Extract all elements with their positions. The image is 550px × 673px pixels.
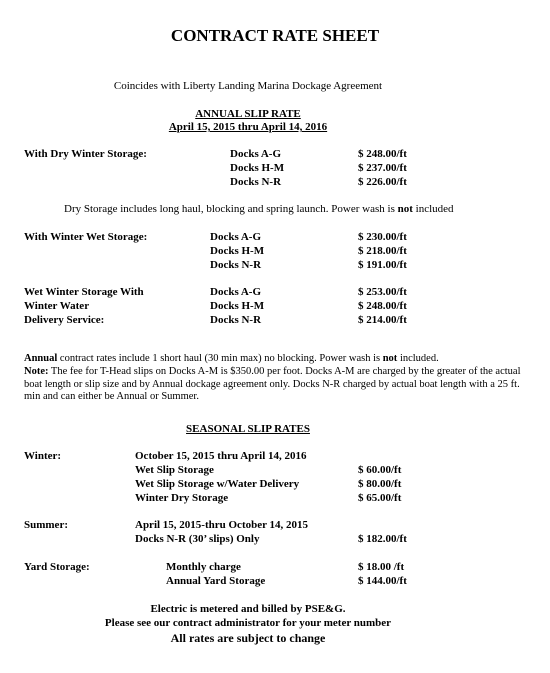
dry-storage-note: Dry Storage includes long haul, blocking and spring launch. Power wash is not included — [64, 203, 454, 215]
summer-period: April 15, 2015-thru October 14, 2015 — [135, 519, 309, 531]
rate-value: $ 248.00/ft — [358, 148, 407, 160]
winter-item: Wet Slip Storage — [135, 464, 214, 476]
subtitle: Coincides with Liberty Landing Marina Dockage Agreement — [113, 80, 383, 92]
winter-item: Wet Slip Storage w/Water Delivery — [135, 478, 300, 490]
docks-label: Docks A-G — [230, 148, 282, 160]
rate-value: $ 253.00/ft — [358, 286, 407, 298]
docks-label: Docks H-M — [210, 245, 265, 257]
docks-label: Docks A-G — [210, 286, 262, 298]
group-label-wet-water: Wet Winter Storage With — [24, 286, 144, 298]
annual-period: April 15, 2015 thru April 14, 2016 — [168, 121, 328, 133]
rate-value: $ 80.00/ft — [358, 478, 402, 490]
rate-value: $ 144.00/ft — [358, 575, 407, 587]
winter-label: Winter: — [24, 450, 62, 462]
docks-label: Docks A-G — [210, 231, 262, 243]
docks-label: Docks N-R — [210, 314, 262, 326]
rate-value: $ 65.00/ft — [358, 492, 402, 504]
rate-value: $ 182.00/ft — [358, 533, 407, 545]
docks-label: Docks H-M — [230, 162, 285, 174]
annual-heading: ANNUAL SLIP RATE — [195, 108, 301, 120]
rate-value: $ 18.00 /ft — [358, 561, 405, 573]
footer-disclaimer: All rates are subject to change — [170, 631, 326, 645]
footer-meter: Please see our contract administrator for your meter number — [104, 617, 392, 629]
group-label-wet: With Winter Wet Storage: — [24, 231, 148, 243]
yard-item: Annual Yard Storage — [166, 575, 266, 587]
group-label-dry: With Dry Winter Storage: — [24, 148, 147, 160]
rate-value: $ 218.00/ft — [358, 245, 407, 257]
rate-value: $ 191.00/ft — [358, 259, 407, 271]
footer-electric: Electric is metered and billed by PSE&G. — [150, 603, 346, 615]
rate-value: $ 226.00/ft — [358, 176, 407, 188]
docks-label: Docks H-M — [210, 300, 265, 312]
annual-notes: Annual contract rates include 1 short haul (30 min max) no blocking. Power wash is not included. Note: The fee for T-Head slips on Docks A-M is $350.00 per foot. Docks A-M are charged by the greater of the actual boat length or slip size and by Annual dockage agreement only. Docks N-R charged by actual boat length with a 25 ft. min and can either be Annual or Summer. — [24, 353, 521, 403]
winter-item: Winter Dry Storage — [135, 492, 229, 504]
yard-item: Monthly charge — [166, 561, 241, 573]
seasonal-heading: SEASONAL SLIP RATES — [186, 423, 310, 435]
winter-period: October 15, 2015 thru April 14, 2016 — [135, 450, 307, 462]
summer-label: Summer: — [24, 519, 68, 531]
group-label-wet-water: Delivery Service: — [24, 314, 105, 326]
rate-value: $ 237.00/ft — [358, 162, 407, 174]
rate-value: $ 248.00/ft — [358, 300, 407, 312]
yard-storage-label: Yard Storage: — [24, 561, 90, 573]
page-title: CONTRACT RATE SHEET — [170, 26, 380, 45]
docks-label: Docks N-R — [230, 176, 282, 188]
docks-label: Docks N-R — [210, 259, 262, 271]
rate-value: $ 230.00/ft — [358, 231, 407, 243]
group-label-wet-water: Winter Water — [24, 300, 90, 312]
summer-item: Docks N-R (30’ slips) Only — [135, 533, 260, 545]
rate-value: $ 60.00/ft — [358, 464, 402, 476]
rate-value: $ 214.00/ft — [358, 314, 407, 326]
